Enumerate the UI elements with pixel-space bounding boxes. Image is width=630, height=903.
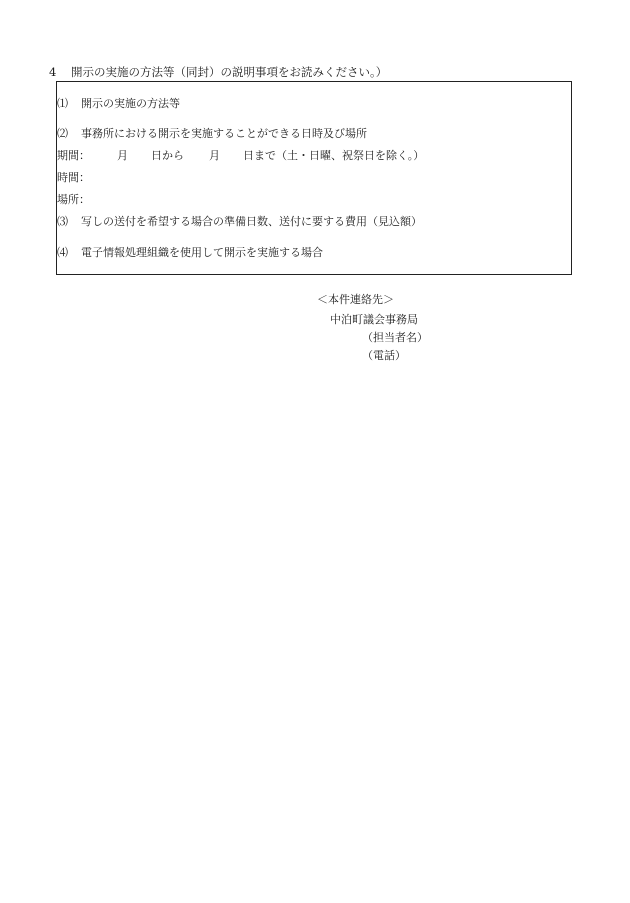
period-until: 日まで（土・日曜、祝祭日を除く。） (243, 149, 425, 162)
disclosure-method-box (56, 81, 572, 275)
period-line (57, 149, 424, 163)
item-3-mark: ⑶ (57, 215, 68, 228)
section-title: 開示の実施の方法等（同封）の説明事項をお読みください。） (71, 65, 388, 79)
time-label: 時間： (57, 171, 90, 184)
period-from: 日から (151, 149, 184, 162)
item-1 (57, 97, 180, 111)
item-2 (57, 127, 367, 141)
period-month-1: 月 (117, 149, 128, 162)
place-line (57, 193, 90, 207)
item-3-text: 写しの送付を希望する場合の準備日数、送付に要する費用（見込額） (81, 215, 422, 228)
item-3 (57, 215, 422, 229)
period-month-2: 月 (209, 149, 220, 162)
place-label: 場所： (57, 193, 90, 206)
item-1-text: 開示の実施の方法等 (81, 97, 180, 110)
section-number: 4 (49, 65, 57, 79)
contact-phone: （電話） (362, 349, 406, 362)
period-label: 期間： (57, 149, 90, 162)
item-4-mark: ⑷ (57, 246, 68, 259)
item-2-text: 事務所における開示を実施することができる日時及び場所 (81, 127, 367, 140)
contact-office: 中泊町議会事務局 (330, 313, 418, 326)
section-heading (49, 64, 387, 80)
item-4-text: 電子情報処理組織を使用して開示を実施する場合 (81, 246, 323, 259)
contact-person: （担当者名） (362, 331, 428, 344)
item-1-mark: ⑴ (57, 97, 68, 110)
contact-heading: ＜本件連絡先＞ (317, 293, 394, 306)
item-2-mark: ⑵ (57, 127, 68, 140)
item-4 (57, 246, 323, 260)
time-line (57, 171, 90, 185)
